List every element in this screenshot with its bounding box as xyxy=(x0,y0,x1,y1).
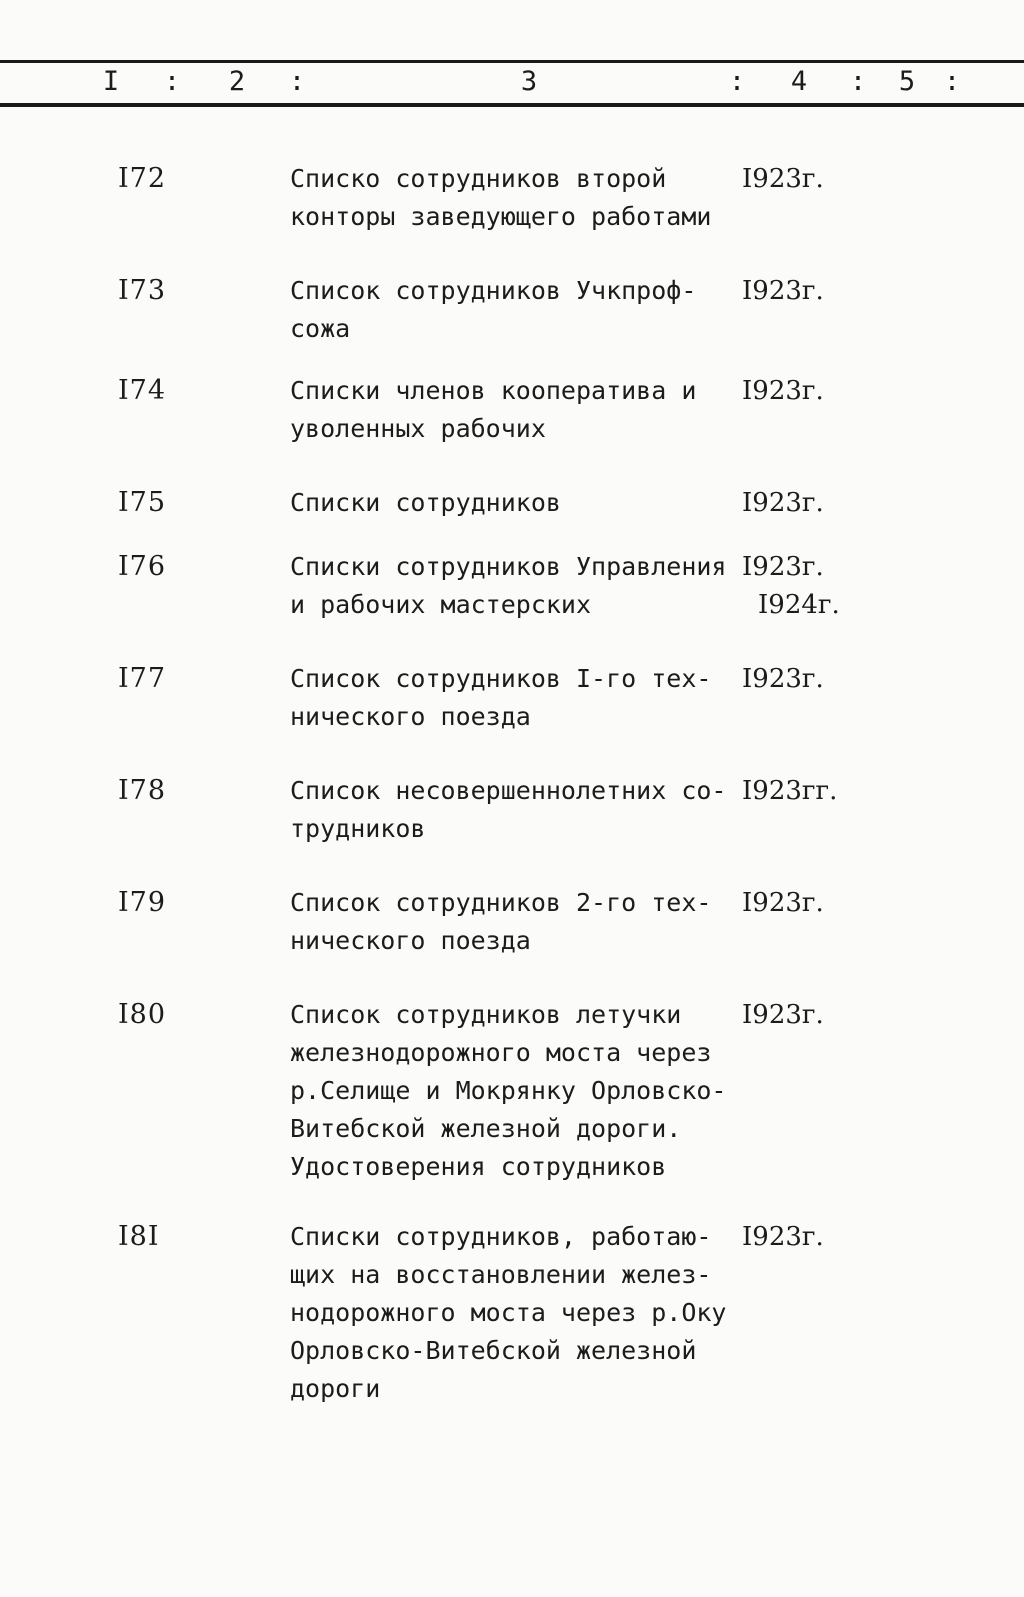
entry-description: Списки членов кооператива и уволенных рабочих xyxy=(290,376,697,443)
entry-date: I923г. xyxy=(742,164,824,194)
header-col-4: 4 xyxy=(790,66,808,97)
entry-date: I923гг. xyxy=(742,776,838,806)
entry-description: Список сотрудников Учкпроф- сожа xyxy=(290,276,697,343)
entry-number: I74 xyxy=(118,375,167,406)
header-col-5: 5 xyxy=(898,66,916,97)
entry-description: Списки сотрудников, работаю- щих на восстановлении желез- нодорожного моста через р.Оку Орловско-Витебской железной дороги xyxy=(290,1222,727,1403)
entry-description: Список сотрудников I-го тех- нического поезда xyxy=(290,664,712,731)
entry-date: I923г. xyxy=(742,1000,824,1030)
header-col-2: 2 xyxy=(228,66,246,97)
entry-description: Списки сотрудников xyxy=(290,488,561,517)
entry-number: I80 xyxy=(118,999,167,1030)
header-bottom-rule xyxy=(0,103,1024,107)
entry-description: Списки сотрудников Управления и рабочих мастерских xyxy=(290,552,727,619)
entry-number: I8I xyxy=(118,1221,160,1252)
header-separator: : xyxy=(288,66,306,97)
header-separator: : xyxy=(728,66,746,97)
entry-number: I78 xyxy=(118,775,167,806)
entry-date: I923г. xyxy=(742,376,824,406)
entry-number: I72 xyxy=(118,163,167,194)
entry-date: I923г. xyxy=(742,664,824,694)
header-separator: : xyxy=(849,66,867,97)
entry-description: Список сотрудников летучки железнодорожного моста через р.Селище и Мокрянку Орловско- Витебской железной дороги. Удостоверения сотрудников xyxy=(290,1000,727,1181)
header-col-1: I xyxy=(102,66,120,97)
header-separator: : xyxy=(943,66,961,97)
header-separator: : xyxy=(163,66,181,97)
entry-date: I923г. xyxy=(742,488,824,518)
entry-date-secondary: I924г. xyxy=(758,590,840,620)
entry-number: I75 xyxy=(118,487,167,518)
header-col-3: 3 xyxy=(520,66,538,97)
header-top-rule xyxy=(0,60,1024,63)
entry-date: I923г. xyxy=(742,1222,824,1252)
entry-description: Список сотрудников 2-го тех- нического поезда xyxy=(290,888,712,955)
entry-date: I923г. xyxy=(742,552,824,582)
entry-number: I76 xyxy=(118,551,167,582)
entry-number: I77 xyxy=(118,663,167,694)
entry-number: I79 xyxy=(118,887,167,918)
entry-date: I923г. xyxy=(742,276,824,306)
entry-description: Список несовершеннолетних со- трудников xyxy=(290,776,727,843)
entry-date: I923г. xyxy=(742,888,824,918)
entry-description: Списко сотрудников второй конторы заведующего работами xyxy=(290,164,712,231)
entry-number: I73 xyxy=(118,275,167,306)
